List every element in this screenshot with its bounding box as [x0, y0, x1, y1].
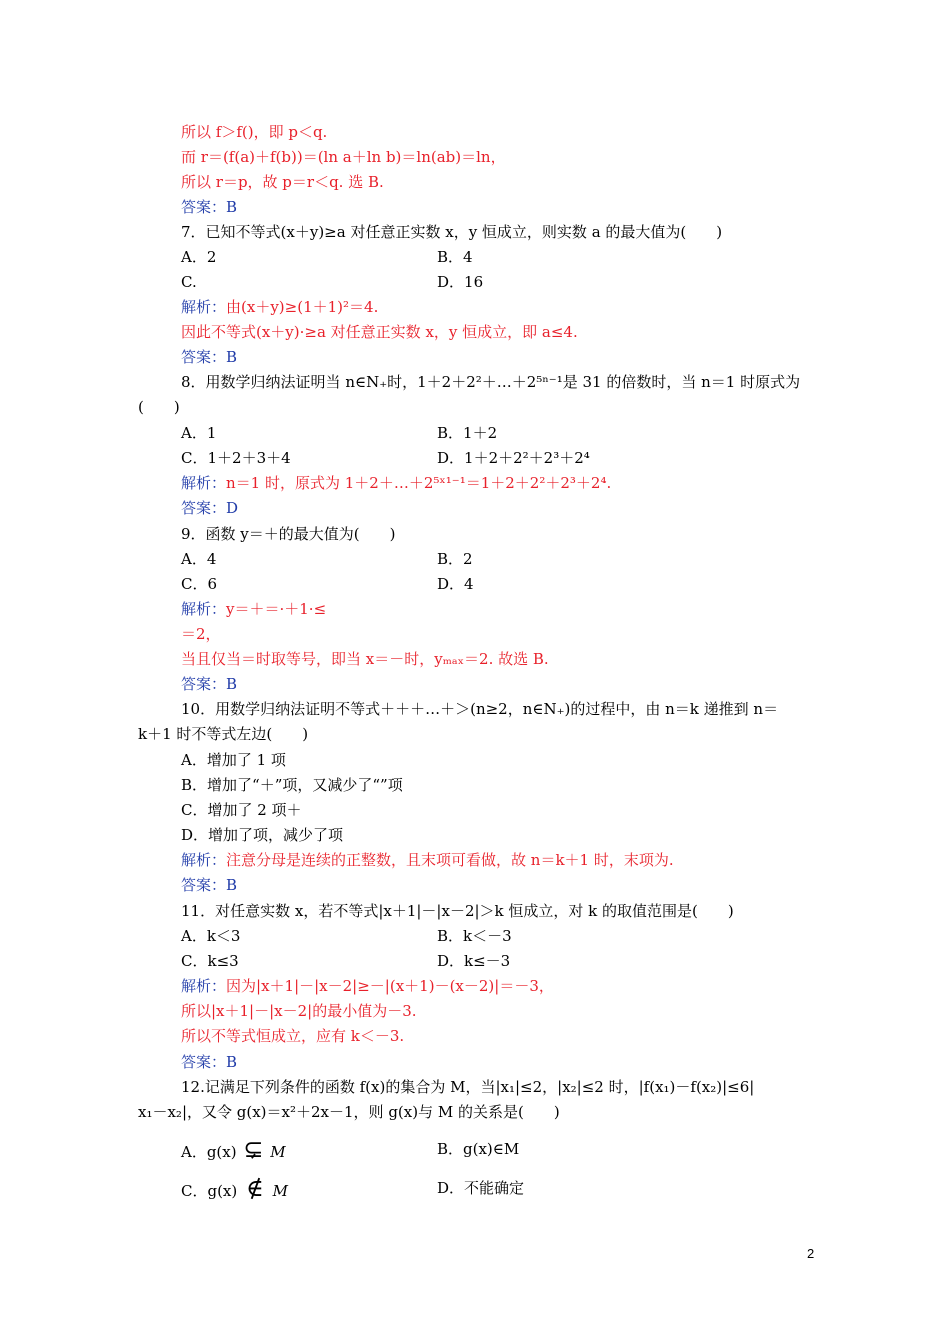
- solution-line: 而 r＝(f(a)＋f(b))＝(ln a＋ln b)＝ln(ab)＝ln，: [181, 148, 506, 166]
- solution-line: 所以 r＝p，故 p＝r＜q. 选 B.: [181, 173, 384, 191]
- solution-label: 解析：: [181, 600, 227, 618]
- option-c: C.: [181, 273, 197, 291]
- option-d: D．k≤－3: [437, 952, 511, 970]
- solution-line: [181, 473, 611, 493]
- not-element-symbol: ∉: [246, 1174, 264, 1202]
- question-11: 11．对任意实数 x，若不等式|x＋1|－|x－2|＞k 恒成立，对 k 的取值范围是( ): [181, 902, 734, 920]
- solution-line: 因此不等式(x＋y)·≥a 对任意正实数 x，y 恒成立，即 a≤4.: [181, 323, 578, 341]
- solution-text: 因为|x＋1|－|x－2|≥－|(x＋1)－(x－2)|＝－3，: [226, 977, 554, 995]
- solution-label: 解析：: [181, 851, 227, 869]
- option-b: B．g(x)∈M: [437, 1140, 520, 1158]
- option-d: D．增加了项，减少了项: [181, 826, 344, 844]
- question-8: 8．用数学归纳法证明当 n∈N₊时，1＋2＋2²＋…＋2⁵ⁿ⁻¹是 31 的倍数时，当 n＝1 时原式为: [181, 373, 801, 391]
- solution-line: 所以 f＞f()，即 p＜q.: [181, 123, 328, 141]
- option-b: B．2: [437, 550, 473, 568]
- question-10: 10．用数学归纳法证明不等式＋＋＋…＋＞(n≥2，n∈N₊)的过程中，由 n＝k 递推到 n＝: [181, 700, 779, 718]
- option-c: C．k≤3: [181, 952, 239, 970]
- option-a-text: A．g(x): [181, 1143, 237, 1161]
- option-a: A．1: [181, 424, 217, 442]
- solution-text: 由(x＋y)≥(1＋1)²＝4.: [226, 298, 379, 316]
- option-c: [181, 1174, 288, 1202]
- answer-line: 答案：D: [181, 499, 239, 517]
- option-b: B．k＜－3: [437, 927, 512, 945]
- solution-line: [181, 599, 326, 619]
- option-a-set: M: [270, 1143, 286, 1161]
- option-c: C．1＋2＋3＋4: [181, 449, 291, 467]
- question-10-continued: k＋1 时不等式左边( ): [138, 725, 309, 743]
- question-12-continued: x₁－x₂|，又令 g(x)＝x²＋2x－1，则 g(x)与 M 的关系是( ): [138, 1103, 560, 1121]
- option-a: A．k＜3: [181, 927, 241, 945]
- option-d: D．不能确定: [437, 1179, 525, 1197]
- solution-line: 所以|x＋1|－|x－2|的最小值为－3.: [181, 1002, 417, 1020]
- solution-text: 注意分母是连续的正整数，且末项可看做，故 n＝k＋1 时，末项为.: [226, 851, 674, 869]
- option-a: A．2: [181, 248, 217, 266]
- option-a: A．4: [181, 550, 217, 568]
- option-d: D．16: [437, 273, 484, 291]
- question-8-continued: ( ): [138, 398, 180, 416]
- option-d: D．1＋2＋2²＋2³＋2⁴: [437, 449, 590, 467]
- option-b: B．4: [437, 248, 473, 266]
- solution-line: [181, 297, 378, 317]
- option-b: B．1＋2: [437, 424, 498, 442]
- question-9: 9．函数 y＝＋的最大值为( ): [181, 525, 396, 543]
- solution-text: y＝＋＝·＋1·≤: [226, 600, 327, 618]
- option-c-set: M: [272, 1182, 288, 1200]
- solution-line: [181, 850, 674, 870]
- solution-label: 解析：: [181, 977, 227, 995]
- answer-line: 答案：B: [181, 876, 238, 894]
- page-number: 2: [807, 1246, 815, 1261]
- answer-line: 答案：B: [181, 198, 238, 216]
- option-a: [181, 1135, 286, 1163]
- solution-line: [181, 976, 554, 996]
- answer-line: 答案：B: [181, 675, 238, 693]
- question-12: 12.记满足下列条件的函数 f(x)的集合为 M，当|x₁|≤2，|x₂|≤2 时，|f(x₁)－f(x₂)|≤6|: [181, 1078, 755, 1096]
- option-a: A．增加了 1 项: [181, 751, 286, 769]
- option-d: D．4: [437, 575, 474, 593]
- option-c: C．6: [181, 575, 218, 593]
- subsetneq-symbol: ⊊: [243, 1135, 264, 1163]
- solution-label: 解析：: [181, 298, 227, 316]
- solution-line: 当且仅当＝时取等号，即当 x＝－时，yₘₐₓ＝2. 故选 B.: [181, 650, 549, 668]
- solution-label: 解析：: [181, 474, 227, 492]
- answer-line: 答案：B: [181, 1053, 238, 1071]
- solution-line: 所以不等式恒成立，应有 k＜－3.: [181, 1027, 405, 1045]
- option-c: C．增加了 2 项＋: [181, 801, 302, 819]
- answer-line: 答案：B: [181, 348, 238, 366]
- solution-text: n＝1 时，原式为 1＋2＋…＋2⁵ˣ¹⁻¹＝1＋2＋2²＋2³＋2⁴.: [226, 474, 612, 492]
- option-b: B．增加了“＋”项，又减少了“”项: [181, 776, 403, 794]
- option-c-text: C．g(x): [181, 1182, 238, 1200]
- solution-line: ＝2，: [181, 625, 221, 643]
- question-7: 7．已知不等式(x＋y)≥a 对任意正实数 x，y 恒成立，则实数 a 的最大值为( ): [181, 223, 723, 241]
